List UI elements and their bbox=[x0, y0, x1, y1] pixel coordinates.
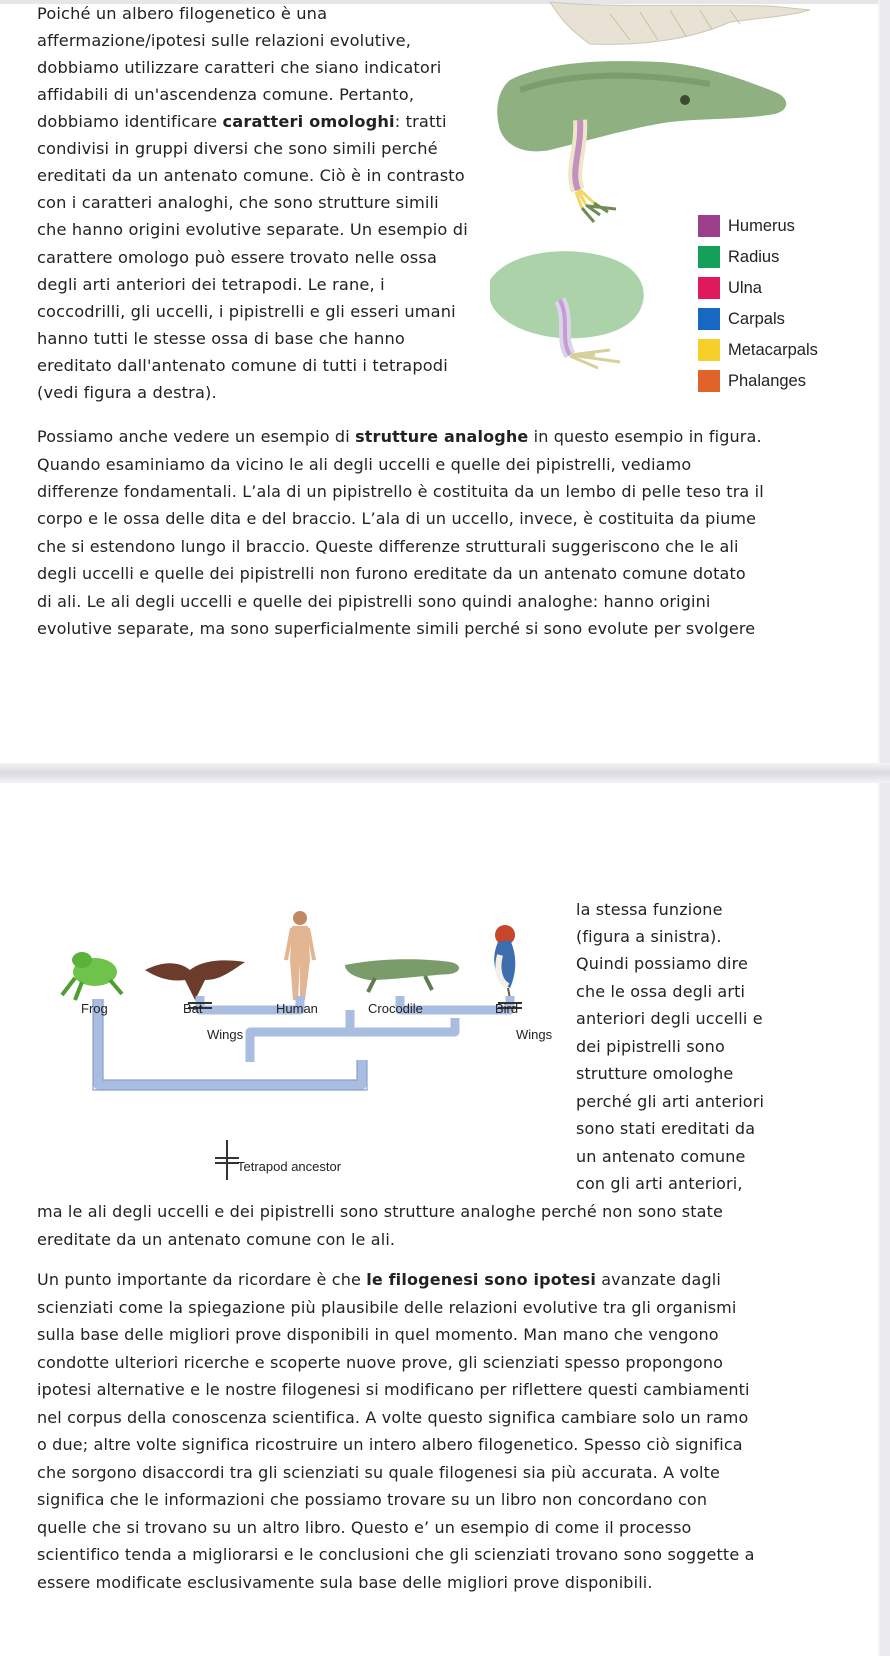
text-line: (vedi figura a destra). bbox=[37, 383, 217, 402]
text-line: nel corpus della conoscenza scientifica. A volte questo significa cambiare solo un ramo bbox=[37, 1408, 749, 1427]
legend-item-carpals bbox=[697, 307, 785, 331]
text-line: affermazione/ipotesi sulle relazioni evolutive, bbox=[37, 31, 412, 50]
legend-item-phalanges bbox=[697, 369, 806, 393]
text-segment: in questo esempio in figura. bbox=[528, 427, 762, 446]
text-line: corpo e le ossa delle dita e del braccio. L’ala di un uccello, invece, è costituita da piume bbox=[37, 509, 757, 528]
text-line: scientifico tenda a migliorarsi e le conclusioni che gli scienziati trovano sono soggette a bbox=[37, 1545, 755, 1564]
taxon-label-bat: Bat bbox=[183, 1001, 203, 1016]
text-segment: dobbiamo identificare bbox=[37, 112, 223, 131]
text-line: sulla base delle migliori prove disponibili in quel momento. Man mano che vengono bbox=[37, 1325, 719, 1344]
legend-label: Carpals bbox=[728, 309, 785, 328]
legend-item-metacarpals bbox=[697, 338, 818, 362]
bold-term-caratteri-omologhi: caratteri omologhi bbox=[222, 112, 395, 131]
legend-swatch bbox=[697, 245, 721, 269]
text-segment: : tratti bbox=[394, 112, 447, 131]
legend-item-ulna bbox=[697, 276, 762, 300]
text-line: perché gli arti anteriori bbox=[576, 1092, 765, 1111]
text-line: affidabili di un'ascendenza comune. Pertanto, bbox=[37, 85, 415, 104]
text-line bbox=[37, 1266, 721, 1293]
text-line: (figura a sinistra). bbox=[576, 927, 722, 946]
legend-label: Metacarpals bbox=[728, 340, 818, 359]
taxon-label-bird: Bird bbox=[495, 1001, 519, 1016]
text-line: coccodrilli, gli uccelli, i pipistrelli e gli esseri umani bbox=[37, 302, 456, 321]
text-line: con i caratteri analoghi, che sono strutture simili bbox=[37, 193, 439, 212]
text-line: dei pipistrelli sono bbox=[576, 1037, 725, 1056]
tetrapod-ancestor-label: Tetrapod ancestor bbox=[237, 1159, 342, 1174]
text-line: ereditate da un antenato comune con le ali. bbox=[37, 1230, 396, 1249]
legend-swatch bbox=[697, 307, 721, 331]
text-line: Quindi possiamo dire bbox=[576, 954, 749, 973]
frog-image bbox=[490, 251, 644, 368]
text-line: che si estendono lungo il braccio. Queste differenze strutturali suggeriscono che le ali bbox=[37, 537, 739, 556]
bird-wing-image bbox=[550, 2, 810, 44]
text-line: dobbiamo utilizzare caratteri che siano indicatori bbox=[37, 58, 442, 77]
text-line: quelle che si trovano su un altro libro. Questo e’ un esempio di come il processo bbox=[37, 1518, 692, 1537]
text-segment: avanzate dagli bbox=[595, 1270, 721, 1289]
text-segment: Un punto importante da ricordare è che bbox=[37, 1270, 367, 1289]
legend-label: Ulna bbox=[728, 278, 762, 297]
legend-label: Radius bbox=[728, 247, 780, 266]
page-separator bbox=[0, 763, 890, 783]
text-line: strutture omologhe bbox=[576, 1064, 734, 1083]
text-line: che sorgono disaccordi tra gli scienziati su quale filogenesi sia più accurata. A volte bbox=[37, 1463, 721, 1482]
text-line: con gli arti anteriori, bbox=[576, 1174, 743, 1193]
text-line: carattere omologo può essere trovato nelle ossa bbox=[37, 248, 438, 267]
text-line: condivisi in gruppi diversi che sono simili perché bbox=[37, 139, 438, 158]
text-line: significa che le informazioni che possiamo trovare su un libro non concordano con bbox=[37, 1490, 708, 1509]
scroll-track[interactable] bbox=[880, 0, 890, 1656]
text-line: essere modificate esclusivamente sula base delle migliori prove disponibili. bbox=[37, 1573, 653, 1592]
legend-swatch bbox=[697, 369, 721, 393]
text-line: degli uccelli e quelle dei pipistrelli non furono ereditate da un antenato comune dotato bbox=[37, 564, 746, 583]
text-line: sono stati ereditati da bbox=[576, 1119, 756, 1138]
text-line bbox=[37, 108, 447, 135]
text-line: degli arti anteriori dei tetrapodi. Le rane, i bbox=[37, 275, 385, 294]
crocodile-image bbox=[497, 61, 786, 222]
text-line: ipotesi alternative e le nostre filogenesi si modificano per riflettere questi cambiamenti bbox=[37, 1380, 750, 1399]
frog-figure bbox=[62, 952, 122, 1000]
legend-label: Humerus bbox=[728, 216, 795, 235]
text-line: condotte ulteriori ricerche e scoperte nuove prove, gli scienziati spesso propongono bbox=[37, 1353, 724, 1372]
text-line: che le ossa degli arti bbox=[576, 982, 746, 1001]
text-line bbox=[37, 423, 762, 450]
text-line: di ali. Le ali degli uccelli e quelle dei pipistrelli sono quindi analoghe: hanno origini bbox=[37, 592, 711, 611]
text-line: evolutive separate, ma sono superficialmente simili perché si sono evolute per svolgere bbox=[37, 619, 756, 638]
text-line: la stessa funzione bbox=[576, 900, 723, 919]
legend-swatch bbox=[697, 214, 721, 238]
taxon-label-human: Human bbox=[276, 1001, 318, 1016]
text-line: ereditati da un antenato comune. Ciò è in contrasto bbox=[37, 166, 465, 185]
legend-item-radius bbox=[697, 245, 779, 269]
text-line: anteriori degli uccelli e bbox=[576, 1009, 763, 1028]
legend-swatch bbox=[697, 338, 721, 362]
text-line: differenze fondamentali. L’ala di un pipistrello è costituita da un lembo di pelle teso tra il bbox=[37, 482, 764, 501]
bold-term-strutture-analoghe: strutture analoghe bbox=[355, 427, 529, 446]
legend-item-humerus bbox=[697, 214, 795, 238]
legend-label: Phalanges bbox=[728, 371, 806, 390]
legend-swatch bbox=[697, 276, 721, 300]
wings-label-bird: Wings bbox=[516, 1027, 553, 1042]
phylogenetic-tree bbox=[0, 900, 570, 1190]
bat-figure bbox=[145, 960, 245, 1000]
crocodile-figure bbox=[345, 959, 459, 992]
taxon-label-crocodile: Crocodile bbox=[368, 1001, 423, 1016]
text-line: o due; altre volte significa ricostruire un intero albero filogenetico. Spesso ciò significa bbox=[37, 1435, 743, 1454]
wings-label-bat: Wings bbox=[207, 1027, 244, 1042]
taxon-label-frog: Frog bbox=[81, 1001, 108, 1016]
text-line: un antenato comune bbox=[576, 1147, 746, 1166]
text-segment: Possiamo anche vedere un esempio di bbox=[37, 427, 356, 446]
text-line: che hanno origini evolutive separate. Un esempio di bbox=[37, 220, 468, 239]
text-line: ereditato dall'antenato comune di tutti i tetrapodi bbox=[37, 356, 448, 375]
text-line: hanno tutti le stesse ossa di base che hanno bbox=[37, 329, 405, 348]
text-line: ma le ali degli uccelli e dei pipistrelli sono strutture analoghe perché non sono state bbox=[37, 1202, 724, 1221]
human-figure bbox=[286, 911, 314, 1000]
text-line: Poiché un albero filogenetico è una bbox=[37, 4, 328, 23]
text-line: Quando esaminiamo da vicino le ali degli uccelli e quelle dei pipistrelli, vediamo bbox=[37, 455, 692, 474]
bold-term-filogenesi-ipotesi: le filogenesi sono ipotesi bbox=[366, 1270, 596, 1289]
text-line: scienziati come la spiegazione più plausibile delle relazioni evolutive tra gli organismi bbox=[37, 1298, 737, 1317]
